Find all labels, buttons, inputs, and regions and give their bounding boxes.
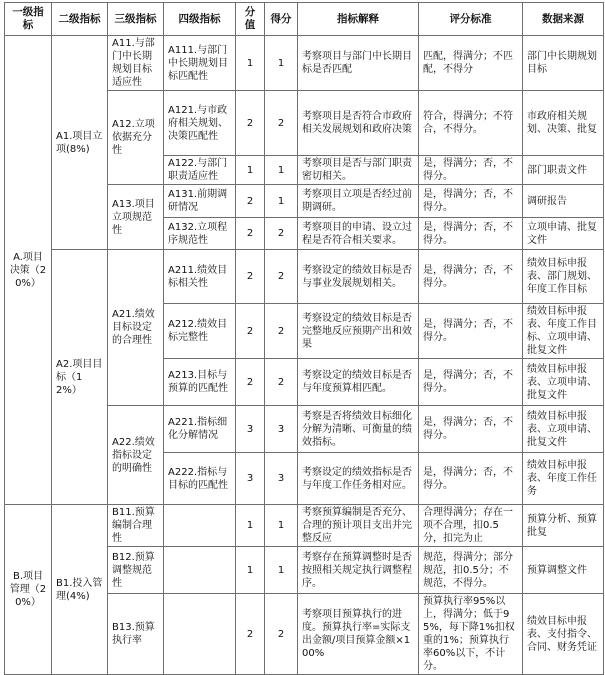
source-cell: 绩效目标申报表、年度工作任务 (523, 453, 604, 505)
standard-cell: 规范，得满分；部分规范，扣0.5分；不规范，不得分。 (419, 547, 523, 594)
source-cell: 部门中长期规划目标 (523, 36, 604, 91)
standard-cell: 合理得满分；存在一项不合理，扣0.5分，扣完为止 (419, 505, 523, 547)
level1-cell: B.项目管理（20%） (5, 505, 52, 675)
header-level4: 四级指标 (164, 3, 236, 36)
level3-cell: B13.预算执行率 (108, 594, 164, 675)
explain-cell: 考察设定的绩效目标是否与年度预算相匹配。 (298, 359, 419, 406)
level4-cell: A212.绩效目标完整性 (164, 304, 236, 359)
header-got: 得分 (265, 3, 298, 36)
header-source: 数据来源 (523, 3, 604, 36)
source-cell: 绩效目标申报表、部门规划、年度工作目标 (523, 250, 604, 304)
score-cell: 1 (236, 547, 265, 594)
got-cell: 3 (265, 453, 298, 505)
standard-cell: 是，得满分；否，不得分。 (419, 453, 523, 505)
got-cell: 2 (265, 250, 298, 304)
got-cell: 3 (265, 406, 298, 453)
level4-cell: A122.与部门职责适应性 (164, 156, 236, 185)
source-cell: 预算调整文件 (523, 547, 604, 594)
level4-cell: A131.前期调研情况 (164, 185, 236, 218)
level3-cell: A11.与部门中长期规划目标适应性 (108, 36, 164, 91)
explain-cell: 考察项目是否符合市政府相关发展规划和政府决策 (298, 91, 419, 156)
score-cell: 3 (236, 453, 265, 505)
level2-cell: A2.项目目标（12%） (52, 250, 108, 505)
level4-cell (164, 547, 236, 594)
explain-cell: 考察是否将绩效目标细化分解为清晰、可衡量的绩效指标。 (298, 406, 419, 453)
got-cell: 1 (265, 36, 298, 91)
explain-cell: 考察设定的绩效目标是否与事业发展规划相关。 (298, 250, 419, 304)
standard-cell: 是，得满分；否，不得分。 (419, 304, 523, 359)
source-cell: 部门职责文件 (523, 156, 604, 185)
table-row (5, 250, 604, 304)
explain-cell: 考察项目的申请、设立过程是否符合相关要求。 (298, 218, 419, 250)
source-cell: 绩效目标申报表、支付指令、合同、财务凭证 (523, 594, 604, 675)
got-cell: 1 (265, 547, 298, 594)
explain-cell: 考察项目与部门中长期目标是否匹配 (298, 36, 419, 91)
level3-cell: A12.立项依据充分性 (108, 91, 164, 185)
score-cell: 2 (236, 594, 265, 675)
level4-cell: A132.立项程序规范性 (164, 218, 236, 250)
score-cell: 2 (236, 304, 265, 359)
level4-cell: A111.与部门中长期规划目标匹配性 (164, 36, 236, 91)
score-cell: 2 (236, 250, 265, 304)
explain-cell: 考察项目立项是否经过前期调研。 (298, 185, 419, 218)
standard-cell: 是，得满分；否，不得分。 (419, 406, 523, 453)
source-cell: 绩效目标申报表、立项申请、批复文件 (523, 359, 604, 406)
standard-cell: 是，得满分；否，不得分。 (419, 156, 523, 185)
source-cell: 绩效目标申报表、立项申请、批复文件 (523, 406, 604, 453)
level2-cell: B1.投入管理(4%) (52, 505, 108, 675)
got-cell: 1 (265, 505, 298, 547)
source-cell: 绩效目标申报表、年度工作目标、立项申请、批复文件 (523, 304, 604, 359)
level4-cell: A213.目标与预算的匹配性 (164, 359, 236, 406)
score-cell: 1 (236, 505, 265, 547)
standard-cell: 是，得满分；否，不得分。 (419, 218, 523, 250)
got-cell: 1 (265, 156, 298, 185)
got-cell: 2 (265, 218, 298, 250)
level4-cell (164, 505, 236, 547)
explain-cell: 考察项目预算执行的进度。预算执行率=实际支出金额/项目预算金额×100% (298, 594, 419, 675)
header-level2: 二级指标 (52, 3, 108, 36)
level4-cell: A121.与市政府相关规划、决策匹配性 (164, 91, 236, 156)
got-cell: 1 (265, 185, 298, 218)
got-cell: 2 (265, 91, 298, 156)
header-row (5, 3, 604, 36)
got-cell: 2 (265, 594, 298, 675)
standard-cell: 预算执行率95%以上，得满分；低于95%，每下降1%扣权重的1%；预算执行率60%以下，不计分。 (419, 594, 523, 675)
score-cell: 2 (236, 218, 265, 250)
level3-cell: A13.项目立项规范性 (108, 185, 164, 250)
source-cell: 调研报告 (523, 185, 604, 218)
level2-cell: A1.项目立项(8%) (52, 36, 108, 250)
explain-cell: 考察预算编制是否充分、合理的预计项目支出并完整反应 (298, 505, 419, 547)
explain-cell: 考察设定的绩效指标是否与年度工作任务相对应。 (298, 453, 419, 505)
explain-cell: 考察设定的绩效目标是否完整地反应预期产出和效果 (298, 304, 419, 359)
standard-cell: 符合，得满分；不符合，不得分。 (419, 91, 523, 156)
explain-cell: 考察项目是否与部门职责密切相关。 (298, 156, 419, 185)
level4-cell: A221.指标细化分解情况 (164, 406, 236, 453)
score-cell: 2 (236, 185, 265, 218)
header-standard: 评分标准 (419, 3, 523, 36)
level3-cell: A22.绩效指标设定的明确性 (108, 406, 164, 505)
header-explain: 指标解释 (298, 3, 419, 36)
level1-cell: A.项目决策（20%） (5, 36, 52, 505)
score-cell: 2 (236, 359, 265, 406)
explain-cell: 考察存在预算调整时是否按照相关规定执行调整程序。 (298, 547, 419, 594)
level4-cell: A211.绩效目标相关性 (164, 250, 236, 304)
header-level1: 一级指标 (5, 3, 52, 36)
level4-cell (164, 594, 236, 675)
standard-cell: 是，得满分；否，不得分。 (419, 185, 523, 218)
source-cell: 市政府相关规划、决策、批复 (523, 91, 604, 156)
level3-cell: B12.预算调整规范性 (108, 547, 164, 594)
performance-evaluation-table (4, 2, 604, 675)
score-cell: 3 (236, 406, 265, 453)
header-score: 分值 (236, 3, 265, 36)
header-level3: 三级指标 (108, 3, 164, 36)
source-cell: 预算分析、预算批复 (523, 505, 604, 547)
got-cell: 2 (265, 359, 298, 406)
standard-cell: 匹配，得满分；不匹配，不得分 (419, 36, 523, 91)
got-cell: 2 (265, 304, 298, 359)
table-row (5, 505, 604, 547)
level3-cell: A21.绩效目标设定的合理性 (108, 250, 164, 406)
level4-cell: A222.指标与目标的匹配性 (164, 453, 236, 505)
table-row (5, 36, 604, 91)
source-cell: 立项申请、批复文件 (523, 218, 604, 250)
score-cell: 1 (236, 156, 265, 185)
score-cell: 1 (236, 36, 265, 91)
standard-cell: 是，得满分；否，不得分。 (419, 359, 523, 406)
score-cell: 2 (236, 91, 265, 156)
standard-cell: 是，得满分；否，不得分。 (419, 250, 523, 304)
level3-cell: B11.预算编制合理性 (108, 505, 164, 547)
